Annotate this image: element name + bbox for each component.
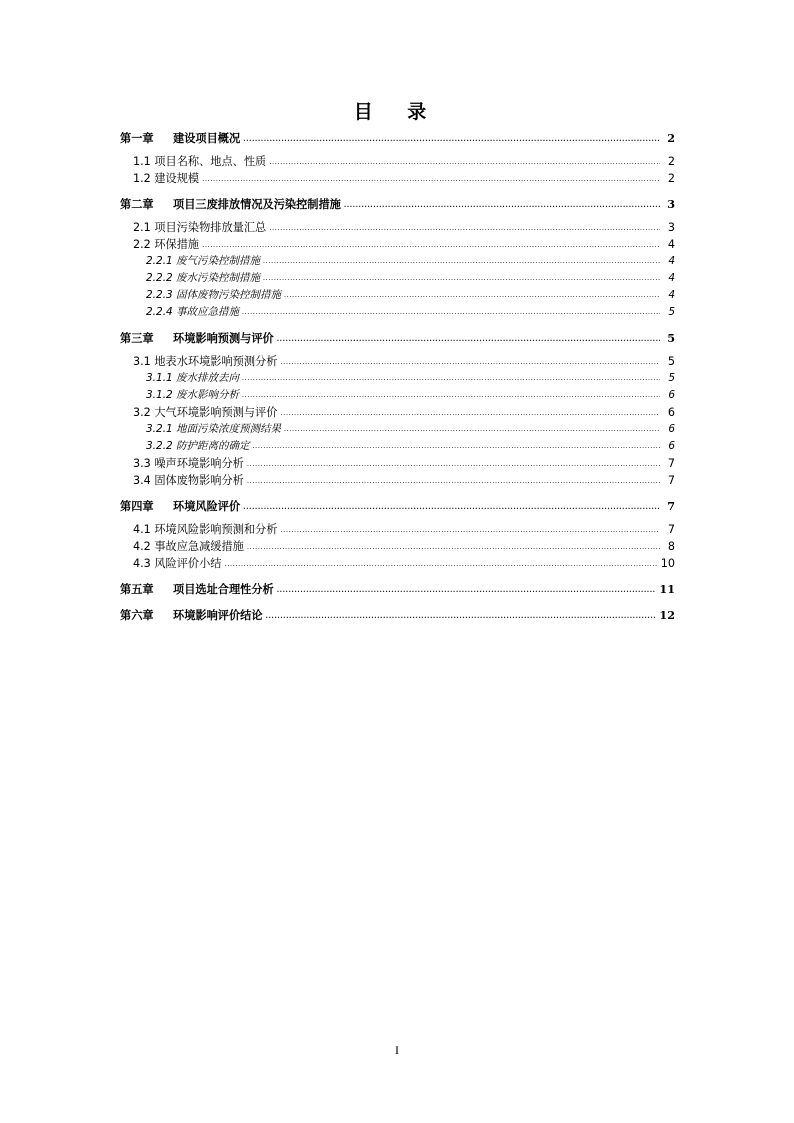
toc-page-number: 6 xyxy=(668,389,675,401)
toc-entry-section[interactable] xyxy=(120,353,675,370)
toc-entry-label: 2.2.1 废气污染控制措施 xyxy=(146,255,261,267)
dot-leader xyxy=(242,387,660,404)
chapter-title: 环境影响评价结论 xyxy=(173,608,263,622)
toc-entry-label: 2.2.4 事故应急措施 xyxy=(146,306,240,318)
toc-page-number: 5 xyxy=(668,306,675,318)
toc-entry-sub[interactable] xyxy=(120,304,675,321)
dot-leader xyxy=(202,171,660,188)
toc-entry-section[interactable] xyxy=(120,404,675,421)
chapter-number: 第四章 xyxy=(120,499,154,513)
toc-entry-label: 1.1 项目名称、地点、性质 xyxy=(133,155,267,168)
toc-entry-label: 3.2 大气环境影响预测与评价 xyxy=(133,406,278,419)
toc-entry-section[interactable] xyxy=(120,538,675,555)
dot-leader xyxy=(266,607,657,624)
dot-leader xyxy=(277,330,660,347)
toc-entry-sub[interactable] xyxy=(120,438,675,455)
chapter-number: 第三章 xyxy=(120,331,154,345)
toc-entry-label: 2.1 项目污染物排放量汇总 xyxy=(133,221,267,234)
chapter-number: 第五章 xyxy=(120,582,154,596)
chapter-number: 第六章 xyxy=(120,608,154,622)
dot-leader xyxy=(284,421,660,438)
toc-page-number: 4 xyxy=(668,289,675,301)
toc-page-number: 4 xyxy=(668,255,675,267)
dot-leader xyxy=(202,237,660,254)
toc-page-number: 5 xyxy=(667,355,675,368)
toc-entry-section[interactable] xyxy=(120,236,675,253)
toc-entry-label: 3.1 地表水环境影响预测分析 xyxy=(133,355,278,368)
toc-entry-sub[interactable] xyxy=(120,370,675,387)
toc-page-number: 2 xyxy=(667,131,675,145)
toc-page-number: 2 xyxy=(667,172,675,185)
toc-entry-sub[interactable] xyxy=(120,421,675,438)
toc-entry-label: 3.1.2 废水影响分析 xyxy=(146,389,240,401)
toc-entry-label: 3.2.1 地面污染浓度预测结果 xyxy=(146,423,282,435)
toc-page-number: 5 xyxy=(667,331,675,345)
toc-entry-section[interactable] xyxy=(120,153,675,170)
toc-entry-sub[interactable] xyxy=(120,287,675,304)
toc-entry-label: 4.2 事故应急减缓措施 xyxy=(133,540,244,553)
toc-entry-label xyxy=(120,130,240,147)
toc-page-number: 10 xyxy=(660,557,675,570)
toc-page-number: 12 xyxy=(659,608,675,622)
chapter-title: 项目选址合理性分析 xyxy=(173,582,274,596)
toc-entry-chapter[interactable] xyxy=(120,581,675,598)
toc-entry-section[interactable] xyxy=(120,555,675,572)
dot-leader xyxy=(284,287,660,304)
toc-entry-label xyxy=(120,581,274,598)
dot-leader xyxy=(242,370,660,387)
toc-entry-label xyxy=(120,607,263,624)
chapter-number: 第二章 xyxy=(120,197,154,211)
dot-leader xyxy=(242,304,660,321)
toc-entry-label: 3.3 噪声环境影响分析 xyxy=(133,457,244,470)
toc-entry-label: 1.2 建设规模 xyxy=(133,172,200,185)
dot-leader xyxy=(263,270,660,287)
toc-entry-label: 3.1.1 废水排放去向 xyxy=(146,372,240,384)
chapter-title: 项目三废排放情况及污染控制措施 xyxy=(173,197,341,211)
toc-entry-label: 4.1 环境风险影响预测和分析 xyxy=(133,523,278,536)
toc-page-number: 2 xyxy=(667,155,675,168)
toc-page-number: 6 xyxy=(668,423,675,435)
dot-leader xyxy=(280,354,660,371)
dot-leader xyxy=(277,581,657,598)
toc-entry-label xyxy=(120,196,341,213)
dot-leader xyxy=(224,556,657,573)
toc-entry-chapter[interactable] xyxy=(120,330,675,347)
toc-entry-label xyxy=(120,498,240,515)
chapter-title: 环境影响预测与评价 xyxy=(173,331,274,345)
dot-leader xyxy=(280,405,660,422)
toc-entry-section[interactable] xyxy=(120,170,675,187)
dot-leader xyxy=(247,456,660,473)
toc-entry-label: 4.3 风险评价小结 xyxy=(133,557,222,570)
toc-entry-section[interactable] xyxy=(120,455,675,472)
chapter-title: 环境风险评价 xyxy=(173,499,241,513)
toc-entry-chapter[interactable] xyxy=(120,498,675,515)
toc-page-number: 8 xyxy=(667,540,675,553)
dot-leader xyxy=(263,253,660,270)
toc-page-number: 7 xyxy=(667,474,675,487)
toc-page-number: 7 xyxy=(667,457,675,470)
page-number: I xyxy=(395,1043,399,1057)
dot-leader xyxy=(253,438,660,455)
dot-leader xyxy=(243,130,660,147)
chapter-title: 建设项目概况 xyxy=(173,131,241,145)
dot-leader xyxy=(344,196,660,213)
toc-page-number: 3 xyxy=(667,197,675,211)
toc-page-number: 6 xyxy=(667,406,675,419)
toc-page-number: 4 xyxy=(668,272,675,284)
table-of-contents xyxy=(120,130,675,624)
dot-leader xyxy=(243,498,660,515)
toc-entry-chapter[interactable] xyxy=(120,130,675,147)
toc-page-number: 6 xyxy=(668,440,675,452)
toc-entry-label: 3.4 固体废物影响分析 xyxy=(133,474,244,487)
toc-entry-chapter[interactable] xyxy=(120,196,675,213)
toc-entry-label: 3.2.2 防护距离的确定 xyxy=(146,440,250,452)
toc-page-number: 3 xyxy=(667,221,675,234)
toc-entry-sub[interactable] xyxy=(120,253,675,270)
toc-page-number: 11 xyxy=(659,582,675,596)
toc-entry-label: 2.2.2 废水污染控制措施 xyxy=(146,272,261,284)
chapter-number: 第一章 xyxy=(120,131,154,145)
toc-entry-sub[interactable] xyxy=(120,387,675,404)
dot-leader xyxy=(269,154,660,171)
dot-leader xyxy=(269,220,660,237)
toc-page-number: 7 xyxy=(667,499,675,513)
toc-title: 目 录 xyxy=(353,101,441,123)
toc-entry-section[interactable] xyxy=(120,472,675,489)
toc-entry-label: 2.2 环保措施 xyxy=(133,238,200,251)
toc-page-number: 4 xyxy=(667,238,675,251)
toc-page-number: 7 xyxy=(667,523,675,536)
toc-entry-label: 2.2.3 固体废物污染控制措施 xyxy=(146,289,282,301)
toc-page-number: 5 xyxy=(668,372,675,384)
toc-entry-section[interactable] xyxy=(120,521,675,538)
dot-leader xyxy=(247,473,660,490)
toc-entry-section[interactable] xyxy=(120,219,675,236)
toc-entry-label xyxy=(120,330,274,347)
toc-entry-sub[interactable] xyxy=(120,270,675,287)
toc-entry-chapter[interactable] xyxy=(120,607,675,624)
dot-leader xyxy=(247,539,660,556)
dot-leader xyxy=(280,522,660,539)
